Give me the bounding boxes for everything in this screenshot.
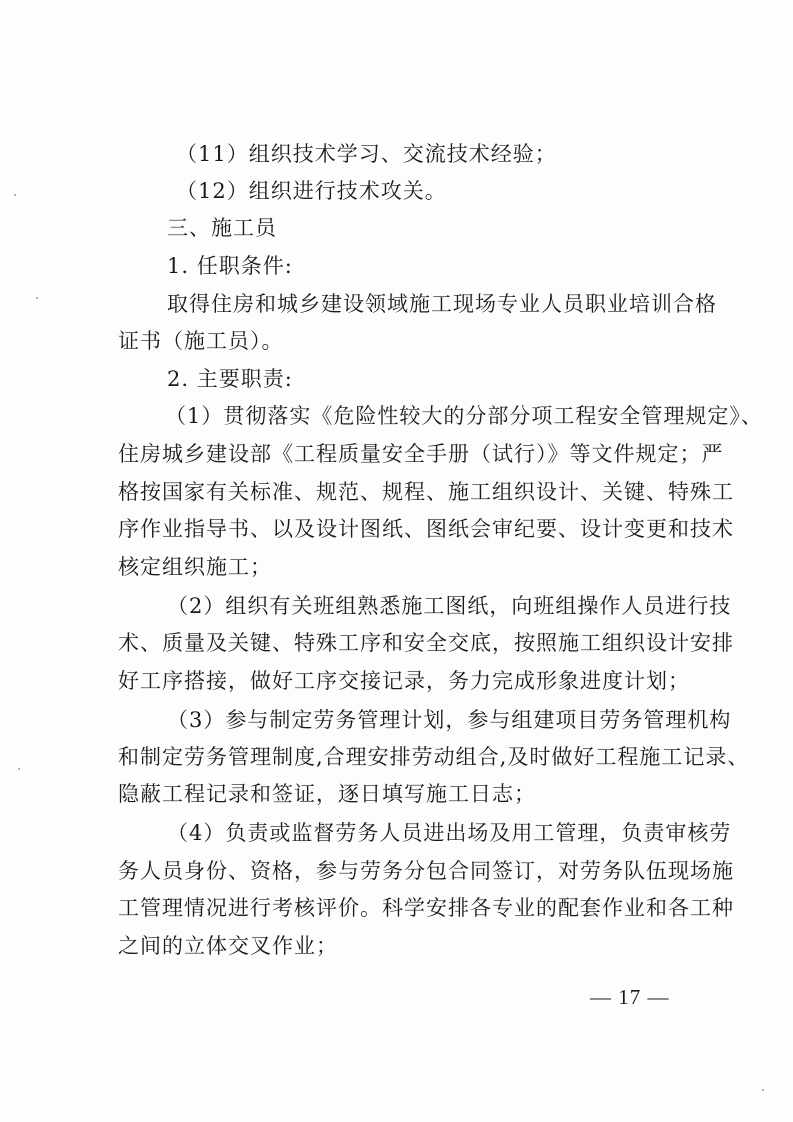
paragraph-line: 核定组织施工； — [118, 555, 272, 579]
page-number: — 17 — — [590, 985, 670, 1009]
paragraph-line: 隐蔽工程记录和签证，逐日填写施工日志； — [118, 782, 536, 806]
duty-3-text: （3）参与制定劳务管理计划，参与组建项目劳务管理机构 — [167, 708, 732, 732]
paragraph-line: 证书（施工员）。 — [118, 329, 284, 353]
paragraph-line: 术、质量及关键、特殊工序和安全交底，按照施工组织设计安排 — [118, 631, 734, 655]
duty-4-text: （4）负责或监督劳务人员进出场及用工管理，负责审核劳 — [167, 821, 732, 845]
duty-1-text: （1）贯彻落实《危险性较大的分部分项工程安全管理规定》、 — [165, 404, 763, 428]
paragraph-line: 取得住房和城乡建设领域施工现场专业人员职业培训合格 — [167, 292, 717, 316]
scan-speck — [18, 768, 20, 770]
scan-speck — [14, 194, 16, 196]
paragraph-line: 住房城乡建设部《工程质量安全手册（试行）》等文件规定；严 — [118, 442, 724, 466]
item-11-text: （11）组织技术学习、交流技术经验； — [176, 142, 557, 166]
paragraph-line: 格按国家有关标准、规范、规程、施工组织设计、关键、特殊工 — [118, 480, 734, 504]
paragraph-line: 务人员身份、资格，参与劳务分包合同签订，对劳务队伍现场施 — [118, 859, 734, 883]
section-heading: 三、施工员 — [167, 216, 277, 240]
paragraph-line: 工管理情况进行考核评价。科学安排各专业的配套作业和各工种 — [118, 896, 734, 920]
paragraph-line: 之间的立体交叉作业； — [118, 934, 338, 958]
item-12-text: （12）组织进行技术攻关。 — [176, 179, 447, 203]
paragraph-line: 好工序搭接，做好工序交接记录，务力完成形象进度计划； — [118, 669, 690, 693]
duty-2-text: （2）组织有关班组熟悉施工图纸，向班组操作人员进行技 — [167, 594, 732, 618]
scan-speck — [36, 297, 38, 299]
scan-speck — [762, 1089, 764, 1091]
paragraph-line: 序作业指导书、以及设计图纸、图纸会审纪要、设计变更和技术 — [118, 517, 734, 541]
subheading-qualification: 1. 任职条件: — [167, 254, 293, 278]
subheading-duties: 2. 主要职责: — [167, 367, 293, 391]
paragraph-line: 和制定劳务管理制度,合理安排劳动组合,及时做好工程施工记录、 — [118, 745, 750, 769]
